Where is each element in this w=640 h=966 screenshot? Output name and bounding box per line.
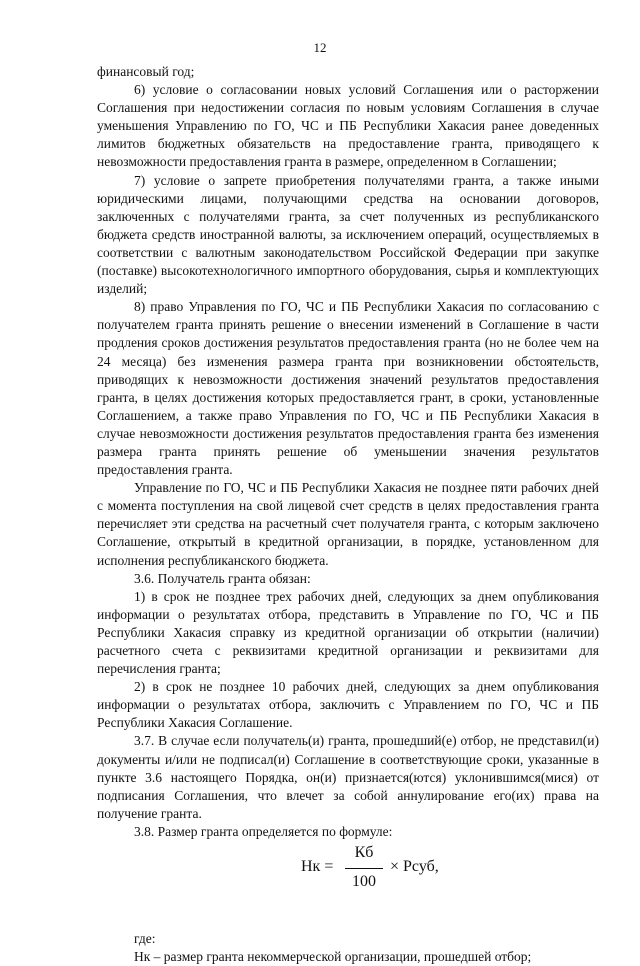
paragraph: 8) право Управления по ГО, ЧС и ПБ Республики Хакасия по согласованию с получателем гранта принять решение о внесении изменений в Соглашение в части продления сроков достижения результатов предоставления гранта (но не более чем на 24 месяца) без изменения размера гранта при возникновении обстоятельств, приводящих к невозможности достижения значений результатов предоставления гранта, в целях достижения которых предоставляется грант, в сроки, установленные Соглашением, а также право Управления по ГО, ЧС и ПБ Республики Хакасия в случае невозможности достижения результатов предоставления гранта без изменения размера гранта принять решение об уменьшении значения результатов предоставления гранта. bbox=[97, 299, 599, 478]
paragraph: Нк – размер гранта некоммерческой организации, прошедшей отбор; bbox=[134, 949, 532, 965]
document-body bbox=[97, 63, 599, 966]
paragraph: 2) в срок не позднее 10 рабочих дней, следующих за днем опубликования информации о результатах отбора, заключить с Управлением по ГО, ЧС и ПБ Республики Хакасия Соглашение. bbox=[97, 679, 599, 731]
formula-fraction bbox=[345, 844, 383, 891]
fraction-bar bbox=[345, 868, 383, 869]
formula-lhs: Нк = bbox=[301, 858, 334, 876]
paragraph: 7) условие о запрете приобретения получателями гранта, а также иными юридическими лицами, получающими средства на основании договоров, заключенных с получателями гранта, за счет полученных из республиканского бюджета средств иностранной валюты, за исключением операций, осуществляемых в соответствии с валютным законодательством Российской Федерации при закупке (поставке) высокотехнологичного импортного оборудования, сырья и комплектующих изделий; bbox=[97, 172, 599, 297]
page-number: 12 bbox=[313, 40, 327, 55]
paragraph: 6) условие о согласовании новых условий Соглашения или о расторжении Соглашения при недостижении согласия по новым условиям Соглашения в случае уменьшения Управлению по ГО, ЧС и ПБ Республики Хакасия ранее доведенных лимитов бюджетных обязательств на предоставление гранта, приводящего к невозможности предоставления гранта в размере, определенном в Соглашении; bbox=[97, 82, 599, 170]
formula-numerator: Кб bbox=[354, 844, 374, 862]
formula-denominator: 100 bbox=[352, 873, 376, 891]
grant-size-formula bbox=[97, 844, 599, 916]
formula-rhs: × Рсуб, bbox=[390, 858, 439, 876]
paragraph: 3.6. Получатель гранта обязан: bbox=[134, 570, 311, 586]
paragraph: 3.7. В случае если получатель(и) гранта, прошедший(е) отбор, не представил(и) документы и/или не подписал(и) Соглашение в соответствующие сроки, указанные в пункте 3.6 настоящего Порядка, он(и) признается(ются) уклонившимся(мися) от подписания Соглашения, что влечет за собой аннулирование его(их) права на получение гранта. bbox=[97, 733, 599, 821]
paragraph: финансовый год; bbox=[97, 64, 195, 79]
paragraph: 3.8. Размер гранта определяется по формуле: bbox=[134, 823, 393, 839]
paragraph: 1) в срок не позднее трех рабочих дней, следующих за днем опубликования информации о результатах отбора, представить в Управление по ГО, ЧС и ПБ Республики Хакасия справку из кредитной организации об открытии (наличии) расчетного счета с реквизитами кредитной организации и реквизитами для перечисления гранта; bbox=[97, 588, 599, 677]
paragraph: где: bbox=[134, 931, 156, 947]
spacer bbox=[97, 916, 599, 930]
paragraph: Управление по ГО, ЧС и ПБ Республики Хакасия не позднее пяти рабочих дней с момента поступления на свой лицевой счет средств в целях предоставления гранта перечисляет эти средства на расчетный счет получателя гранта, с которым заключено Соглашение, открытый в кредитной организации, в порядке, установленном для исполнения республиканского бюджета. bbox=[97, 480, 599, 568]
